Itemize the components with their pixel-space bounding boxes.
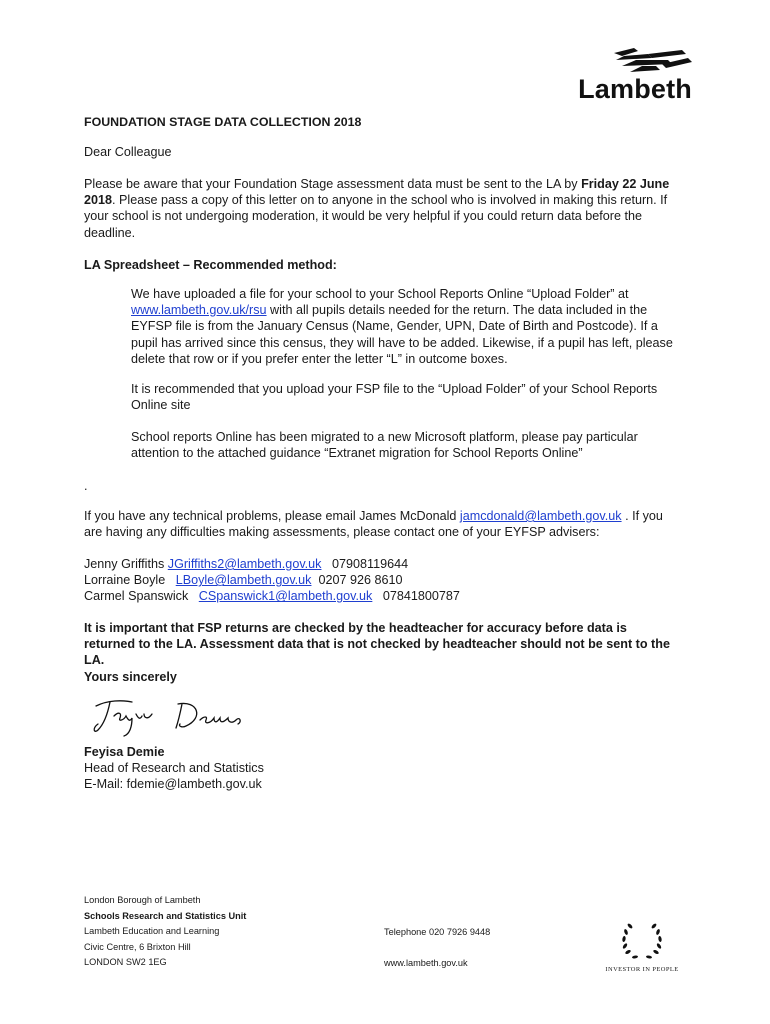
adviser-row <box>84 588 674 604</box>
adviser-email-link[interactable]: CSpanswick1@lambeth.gov.uk <box>198 589 373 604</box>
footer-contact <box>384 925 490 972</box>
signer-name: Feyisa Demie <box>84 745 165 759</box>
footer-address <box>84 893 246 971</box>
adviser-phone: 07841800787 <box>382 589 460 604</box>
adviser-email-link[interactable]: JGriffiths2@lambeth.gov.uk <box>167 557 322 571</box>
handwritten-signature <box>88 690 258 740</box>
adviser-name: Jenny Griffiths <box>84 557 165 571</box>
adviser-name: Carmel Spanswick <box>84 589 189 604</box>
badge-text: INVESTOR IN PEOPLE <box>605 966 679 973</box>
support-text-cont: . If you are having any difficulties making assessments, please contact one of your EYFSP advisers: <box>84 509 663 540</box>
support-text: If you have any technical problems, please email James McDonald <box>84 509 460 523</box>
footer-telephone: Telephone 020 7926 9448 <box>384 927 491 937</box>
closing: Yours sincerely <box>84 669 177 684</box>
adviser-email-link[interactable]: LBoyle@lambeth.gov.uk <box>175 573 312 588</box>
footer-address-line: Civic Centre, 6 Brixton Hill <box>84 941 191 952</box>
adviser-row <box>84 556 674 572</box>
support-email-link[interactable]: jamcdonald@lambeth.gov.uk <box>459 509 622 523</box>
support-paragraph <box>84 508 674 540</box>
footer-website[interactable]: www.lambeth.gov.uk <box>384 958 468 969</box>
recommend-paragraph: It is recommended that you upload your FSP file to the “Upload Folder” of your School Reports Online site <box>131 382 658 413</box>
intro-paragraph <box>84 176 674 241</box>
signer-email: E-Mail: fdemie@lambeth.gov.uk <box>84 777 262 792</box>
logo-text: Lambeth <box>578 74 692 104</box>
upload-text-cont: with all pupils details needed for the return. The data included in the EYFSP file is from the January Census (Name, Gender, UPN, Date of Birth and Postcode). If a pupil has arrived since this census, they will have to be added. Likewise, if a pupil has left, please delete that row or if you prefer enter the letter “L” in outcome boxes. <box>131 303 673 366</box>
laurel-wreath-icon <box>597 918 687 964</box>
footer-org: London Borough of Lambeth <box>84 895 201 905</box>
adviser-row <box>84 572 674 588</box>
important-notice <box>84 620 674 685</box>
migration-paragraph: School reports Online has been migrated to a new Microsoft platform, please pay particular attention to the attached guidance “Extranet migration for School Reports Online” <box>131 430 638 461</box>
upload-text: We have uploaded a file for your school to your School Reports Online “Upload Folder” at <box>131 287 629 301</box>
footer-dept: Lambeth Education and Learning <box>84 926 220 937</box>
adviser-phone: 0207 926 8610 <box>318 573 403 588</box>
stray-dot: . <box>84 479 88 493</box>
upload-paragraph <box>131 286 676 367</box>
lambeth-logo <box>552 48 692 108</box>
intro-text: Please be aware that your Foundation Stage assessment data must be sent to the LA by <box>84 177 582 191</box>
footer-address-line: LONDON SW2 1EG <box>84 957 167 968</box>
lambeth-chevron-logo <box>552 48 692 74</box>
signer-title: Head of Research and Statistics <box>84 761 264 776</box>
letter-title: FOUNDATION STAGE DATA COLLECTION 2018 <box>84 115 362 129</box>
rsu-link[interactable]: www.lambeth.gov.uk/rsu <box>131 303 267 318</box>
adviser-phone: 07908119644 <box>331 557 409 571</box>
advisers-list <box>84 556 674 605</box>
investor-in-people-badge <box>597 918 687 978</box>
footer-unit: Schools Research and Statistics Unit <box>84 910 247 921</box>
method-subheading: LA Spreadsheet – Recommended method: <box>84 258 337 272</box>
signer-block <box>84 744 674 793</box>
adviser-name: Lorraine Boyle <box>84 573 166 588</box>
deadline-date: Friday 22 June 2018 <box>84 177 670 208</box>
salutation: Dear Colleague <box>84 145 172 159</box>
important-text: It is important that FSP returns are checked by the headteacher for accuracy before data is returned to the LA. Assessment data that is not checked by headteacher should not be sent to the LA. <box>84 621 670 668</box>
intro-text-cont: . Please pass a copy of this letter on to anyone in the school who is involved in making this return. If your school is not undergoing moderation, it would be very helpful if you could return data before the deadline. <box>84 193 668 240</box>
